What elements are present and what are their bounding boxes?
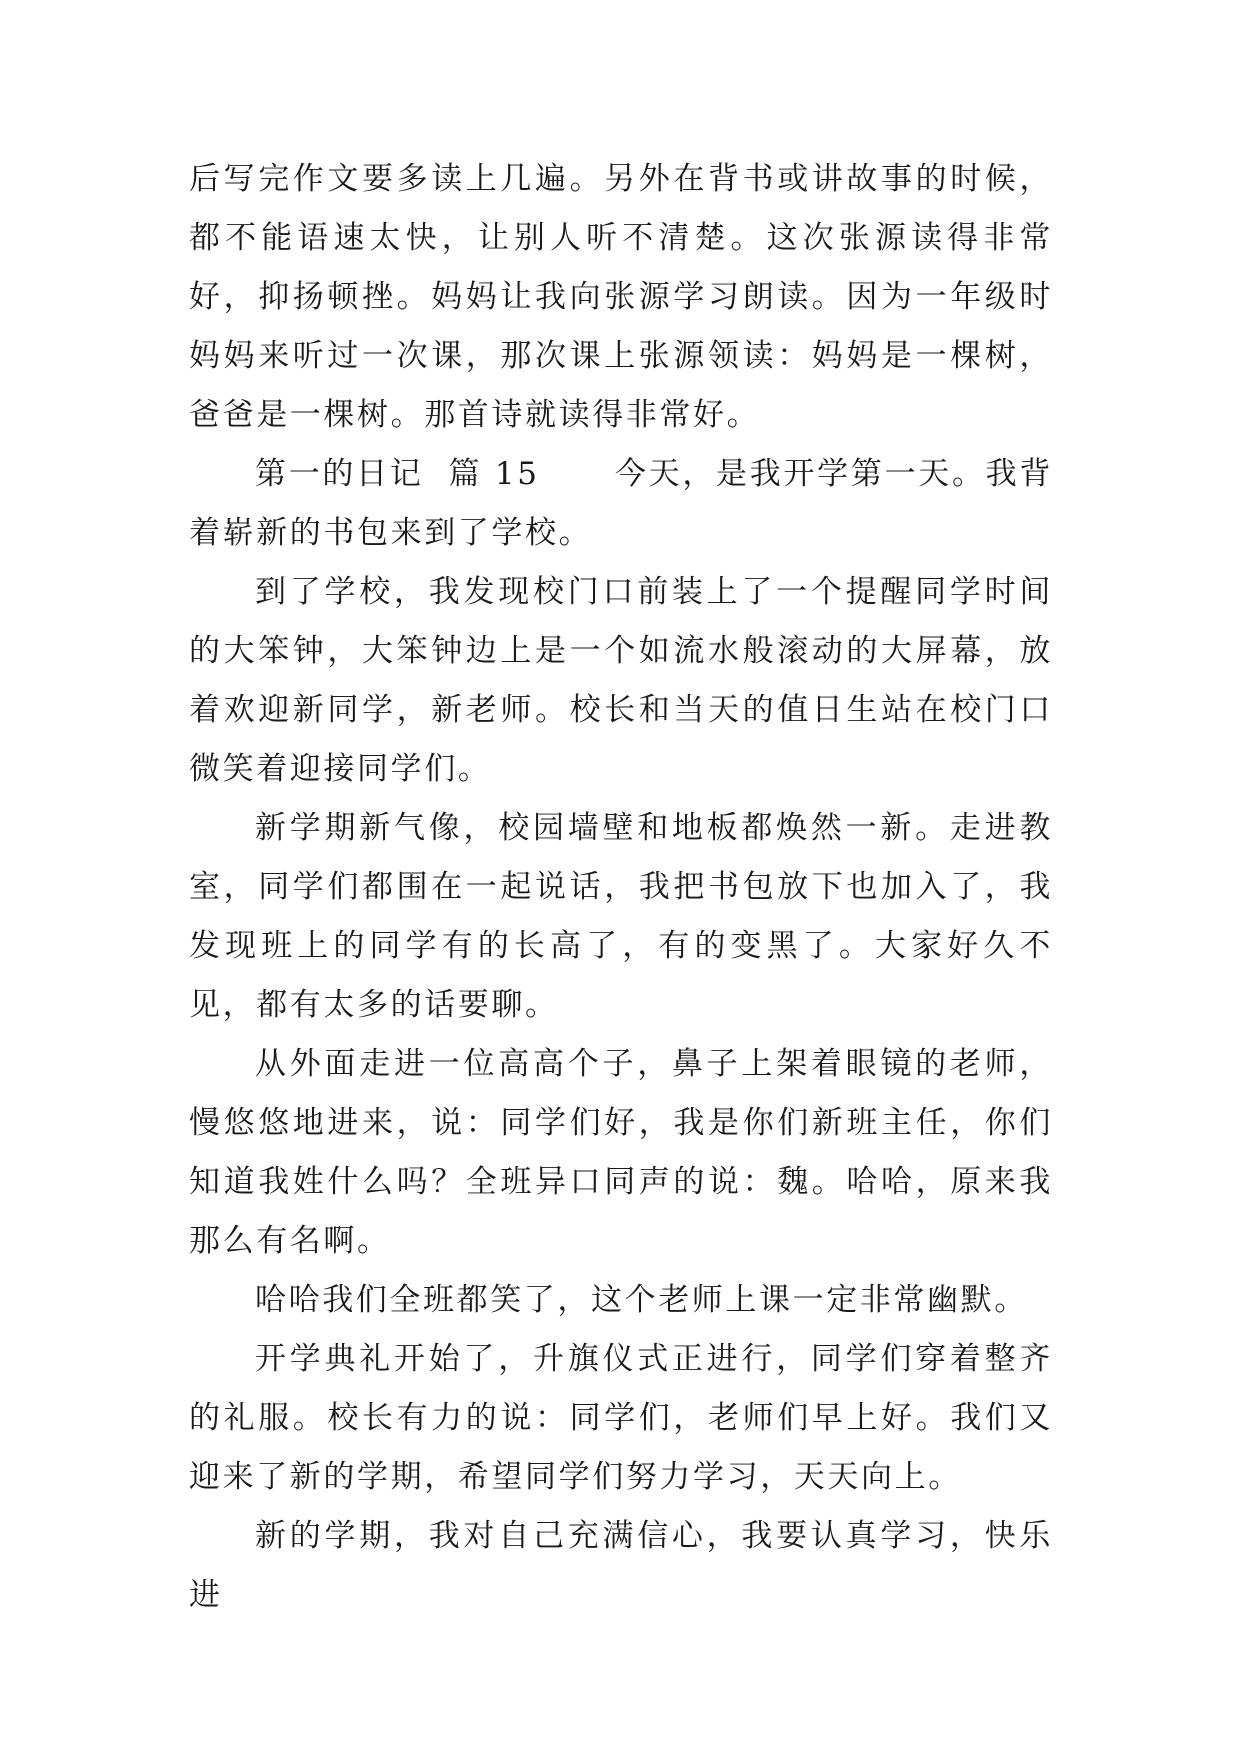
paragraph: 从外面走进一位高高个子，鼻子上架着眼镜的老师，慢悠悠地进来，说：同学们好，我是你们新班主任，你们知道我姓什么吗？全班异口同声的说：魏。哈哈，原来我那么有名啊。 <box>189 1046 1053 1259</box>
paragraph: 后写完作文要多读上几遍。另外在背书或讲故事的时候，都不能语速太快，让别人听不清楚。这次张源读得非常好，抑扬顿挫。妈妈让我向张源学习朗读。因为一年级时妈妈来听过一次课，那次课上张源领读：妈妈是一棵树，爸爸是一棵树。那首诗就读得非常好。 <box>189 161 1053 433</box>
paragraph: 新的学期，我对自己充满信心，我要认真学习，快乐进 <box>189 1518 1053 1613</box>
paragraph: 新学期新气像，校园墙壁和地板都焕然一新。走进教室，同学们都围在一起说话，我把书包放下也加入了，我发现班上的同学有的长高了，有的变黑了。大家好久不见，都有太多的话要聊。 <box>189 810 1053 1023</box>
paragraph: 开学典礼开始了，升旗仪式正进行，同学们穿着整齐的礼服。校长有力的说：同学们，老师们早上好。我们又迎来了新的学期，希望同学们努力学习，天天向上。 <box>189 1341 1053 1495</box>
paragraph: 第一的日记 篇 15 今天，是我开学第一天。我背着崭新的书包来到了学校。 <box>189 456 1053 551</box>
paragraph: 到了学校，我发现校门口前装上了一个提醒同学时间的大笨钟，大笨钟边上是一个如流水般滚动的大屏幕，放着欢迎新同学，新老师。校长和当天的值日生站在校门口微笑着迎接同学们。 <box>189 574 1053 787</box>
paragraph: 哈哈我们全班都笑了，这个老师上课一定非常幽默。 <box>255 1282 1028 1318</box>
document-body <box>189 150 1053 1625</box>
